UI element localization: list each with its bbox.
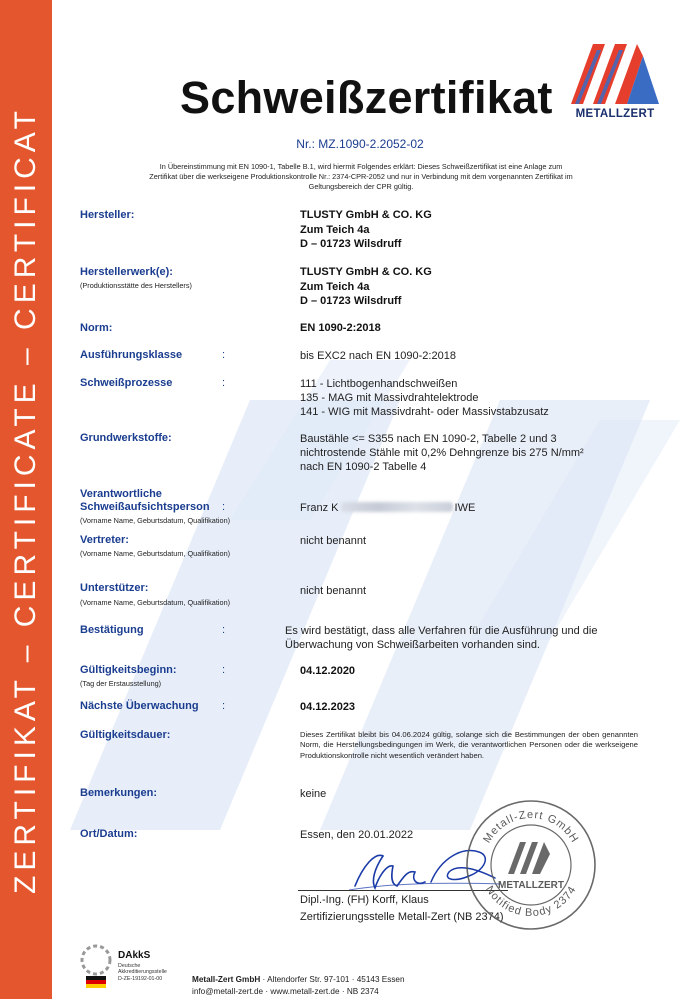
footer-company: Metall-Zert GmbH [192,975,261,984]
sub-herstellerwerk: (Produktionsstätte des Herstellers) [80,281,192,290]
sub-schweissaufsicht: (Vorname Name, Geburtsdatum, Qualifikation) [80,516,231,525]
label-bestaetigung: Bestätigung [80,624,144,636]
hersteller-line: TLUSTY GmbH & CO. KG [300,209,432,221]
side-band-text: ZERTIFIKAT – CERTIFICATE – CERTIFICAT [9,106,42,894]
label-schweissaufsicht-line1: Verantwortliche [80,488,162,500]
intro-line: Zertifikat über die werkseigene Produktionskontrolle Nr.: 2374-CPR-2052 und nur in Verbindung mit dem vorgenannten Zertifikat im [149,172,573,181]
stamp-top-text: Metall-Zert GmbH [481,808,581,846]
herstellerwerk-line: D – 01723 Wilsdruff [300,295,402,307]
schweissprozess-line: 141 - WIG mit Massivdraht- oder Massivstabzusatz [300,406,549,418]
label-schweissprozesse: Schweißprozesse [80,377,173,389]
schweissprozess-line: 111 - Lichtbogenhandschweißen [300,378,458,390]
dakks-logo-icon [78,942,114,990]
colon: : [222,377,226,389]
label-ausfuehrungsklasse: Ausführungsklasse [80,349,183,361]
unterstuetzer-value: nicht benannt [300,585,367,597]
schweissaufsicht-value [300,501,475,515]
certificate-number: Nr.: MZ.1090-2.2052-02 [296,137,424,151]
hersteller-line: Zum Teich 4a [300,223,370,236]
signer-name: Dipl.-Ing. (FH) Korff, Klaus [300,894,429,906]
page-title: Schweißzertifikat [180,72,553,123]
stamp [462,796,600,934]
dakks-sub-line: Akkreditierungsstelle [118,969,167,975]
label-vertreter: Vertreter: [80,534,129,546]
hersteller-line: D – 01723 Wilsdruff [300,238,402,250]
grundwerkstoff-line: nach EN 1090-2 Tabelle 4 [300,461,427,473]
gueltigkeitsbeginn-value: 04.12.2020 [300,665,356,677]
intro-line: Geltungsbereich der CPR gültig. [308,182,414,191]
stamp-bottom-text: Notified Body 2374 [483,883,579,920]
colon: : [222,624,226,636]
sub-vertreter: (Vorname Name, Geburtsdatum, Qualifikation) [80,549,231,558]
norm-value: EN 1090-2:2018 [300,322,381,334]
label-ort-datum: Ort/Datum: [80,828,138,840]
colon: : [222,501,226,513]
label-grundwerkstoffe: Grundwerkstoffe: [80,432,172,444]
herstellerwerk-value [300,265,432,309]
schweissaufsicht-suffix: IWE [454,502,476,514]
dakks-badge [78,942,188,994]
sub-unterstuetzer: (Vorname Name, Geburtsdatum, Qualifikation) [80,598,231,607]
dakks-sub-line: Deutsche [118,963,141,969]
svg-text:Metall-Zert GmbH [481,809,580,845]
colon: : [222,349,226,361]
sub-gueltigkeitsbeginn: (Tag der Erstausstellung) [80,679,162,688]
redacted-block [341,502,453,512]
label-bemerkungen: Bemerkungen: [80,787,158,799]
grundwerkstoffe-value [300,432,584,474]
ausfuehrungsklasse-value: bis EXC2 nach EN 1090-2:2018 [300,350,456,362]
schweissprozess-line: 135 - MAG mit Massivdrahtelektrode [300,392,479,404]
intro-text [80,162,642,192]
label-norm: Norm: [80,322,113,334]
label-hersteller: Hersteller: [80,209,135,221]
dakks-id: D-ZE-19192-01-00 [118,976,163,982]
dakks-name: DAkkS [118,950,151,961]
gueltigkeitsdauer-value: Dieses Zertifikat bleibt bis 04.06.2024 gültig, solange sich die Bestimmungen der oben genannten Norm, die Herstellungsbedingungen im Werk, die verantwortlichen Personen oder die werkseigene Produktionskontrolle nicht wesentlich verändert haben. [300,730,638,760]
bemerkungen-value: keine [300,788,327,800]
metallzert-logo-icon [563,38,667,108]
grundwerkstoff-line: Baustähle <= S355 nach EN 1090-2, Tabelle 2 und 3 [300,433,557,445]
stamp-logo-icon [508,842,550,874]
herstellerwerk-line: Zum Teich 4a [300,280,370,293]
footer-address-text: · Altendorfer Str. 97-101 · 45143 Essen [260,975,405,984]
naechste-ueberwachung-value: 04.12.2023 [300,701,356,713]
logo-text: METALLZERT [575,108,655,120]
label-gueltigkeitsbeginn: Gültigkeitsbeginn: [80,664,177,676]
schweissprozesse-value [300,377,549,419]
intro-line: In Übereinstimmung mit EN 1090-1, Tabelle B.1, wird hiermit Folgendes erklärt: Dieses Schweißzertifikat ist eine Anlage zum [159,162,563,171]
label-unterstuetzer: Unterstützer: [80,582,149,594]
metallzert-logo [563,38,667,128]
ort-datum-value: Essen, den 20.01.2022 [300,829,414,841]
colon: : [222,700,226,712]
signer-role: Zertifizierungsstelle Metall-Zert (NB 2374) [300,911,504,923]
hersteller-value [300,208,432,252]
label-naechste-ueberwachung: Nächste Überwachung [80,700,199,712]
label-schweissaufsicht-line2: Schweißaufsichtsperson [80,501,210,513]
bestaetigung-value: Es wird bestätigt, dass alle Verfahren für die Ausführung und die Überwachung von Schweißarbeiten vorhanden sind. [285,625,598,651]
footer-contact: info@metall-zert.de · www.metall-zert.de · NB 2374 [192,987,379,996]
vertreter-value: nicht benannt [300,535,367,547]
herstellerwerk-line: TLUSTY GmbH & CO. KG [300,266,432,278]
dakks-subtitle [118,963,167,975]
schweissaufsicht-prefix: Franz K [300,502,339,514]
colon: : [222,664,226,676]
stamp-center-text: METALLZERT [498,880,564,891]
grundwerkstoff-line: nichtrostende Stähle mit 0,2% Dehngrenze bis 275 N/mm² [300,447,584,459]
footer-address [192,975,405,984]
label-herstellerwerk: Herstellerwerk(e): [80,266,173,278]
label-gueltigkeitsdauer: Gültigkeitsdauer: [80,729,171,741]
